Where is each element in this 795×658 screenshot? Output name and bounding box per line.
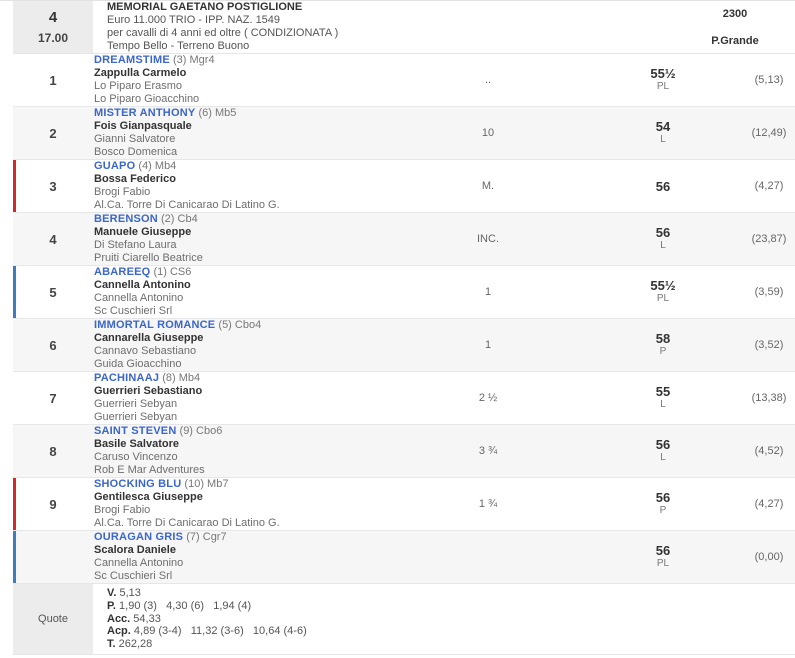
finish-position bbox=[13, 531, 93, 583]
horse-number-coat: (5) Cbo4 bbox=[218, 319, 262, 331]
race-number: 4 bbox=[48, 8, 58, 26]
row-marker-bar bbox=[13, 266, 16, 318]
weight-cell bbox=[583, 213, 743, 265]
odds-value: (4,27) bbox=[754, 180, 784, 192]
finish-position: 2 bbox=[49, 125, 57, 141]
margin-value: 1 bbox=[484, 286, 492, 298]
horse-number-coat: (9) Cbo6 bbox=[179, 425, 223, 437]
weight-value: 58 bbox=[655, 331, 671, 346]
weight-cell bbox=[583, 54, 743, 106]
horse-number-coat: (6) Mb5 bbox=[198, 107, 237, 119]
horse-line bbox=[94, 160, 393, 173]
race-track-name: P.Grande bbox=[711, 35, 759, 47]
runners-list bbox=[13, 54, 795, 584]
horse-name-link[interactable]: SHOCKING BLU bbox=[94, 478, 182, 490]
quote-lines bbox=[93, 584, 795, 654]
owner-name: Sc Cuschieri Srl bbox=[94, 570, 173, 582]
jockey-name: Basile Salvatore bbox=[94, 438, 179, 450]
weight-cell bbox=[583, 425, 743, 477]
horse-number-coat: (1) CS6 bbox=[153, 266, 192, 278]
runner-row bbox=[13, 478, 795, 531]
race-time: 17.00 bbox=[37, 31, 69, 46]
finish-position: 1 bbox=[49, 72, 57, 88]
runner-row bbox=[13, 107, 795, 160]
row-marker-bar bbox=[13, 54, 16, 106]
finish-position: 9 bbox=[49, 496, 57, 512]
owner-name: Bosco Domenica bbox=[94, 146, 178, 158]
runner-info bbox=[93, 425, 393, 477]
finish-position: 8 bbox=[49, 443, 57, 459]
weight-code: L bbox=[660, 399, 666, 410]
finish-position: 3 bbox=[49, 178, 57, 194]
horse-name-link[interactable]: DREAMSTIME bbox=[94, 54, 170, 66]
horse-number-coat: (3) Mgr4 bbox=[173, 54, 215, 66]
odds-value: (12,49) bbox=[751, 127, 787, 139]
horse-name-link[interactable]: SAINT STEVEN bbox=[94, 425, 177, 437]
owner-name: Guida Gioacchino bbox=[94, 358, 182, 370]
runner-info bbox=[93, 319, 393, 371]
horse-number-coat: (7) Cgr7 bbox=[186, 531, 227, 543]
horse-line bbox=[94, 266, 393, 279]
weight-code: L bbox=[660, 134, 666, 145]
runner-info bbox=[93, 54, 393, 106]
margin-value: M. bbox=[481, 180, 495, 192]
odds-value: (13,38) bbox=[751, 392, 787, 404]
quote-label-box: Quote bbox=[13, 584, 93, 654]
weight-value: 56 bbox=[655, 543, 671, 558]
jockey-name: Gentilesca Giuseppe bbox=[94, 491, 203, 503]
weight-code: PL bbox=[656, 558, 670, 569]
odds-value: (23,87) bbox=[751, 233, 787, 245]
weight-cell bbox=[583, 160, 743, 212]
weight-value: 55½ bbox=[650, 278, 676, 293]
horse-name-link[interactable]: IMMORTAL ROMANCE bbox=[94, 319, 216, 331]
trainer-name: Cannavo Sebastiano bbox=[94, 345, 197, 357]
runner-row bbox=[13, 266, 795, 319]
quote-line-place: P. 1,90 (3) 4,30 (6) 1,94 (4) bbox=[107, 599, 252, 612]
row-marker-bar bbox=[13, 107, 16, 159]
race-prize-line: Euro 11.000 TRIO - IPP. NAZ. 1549 bbox=[107, 14, 281, 26]
finish-position: 5 bbox=[49, 284, 57, 300]
horse-line bbox=[94, 531, 393, 544]
owner-name: Sc Cuschieri Srl bbox=[94, 305, 173, 317]
quote-line-acp: Acp. 4,89 (3-4) 11,32 (3-6) 10,64 (4-6) bbox=[107, 625, 307, 638]
margin-value: 1 ¾ bbox=[478, 498, 498, 510]
row-marker-bar bbox=[13, 319, 16, 371]
horse-line bbox=[94, 319, 393, 332]
jockey-name: Scalora Daniele bbox=[94, 544, 176, 556]
horse-name-link[interactable]: PACHINAAJ bbox=[94, 372, 160, 384]
weight-cell bbox=[583, 319, 743, 371]
row-marker-bar bbox=[13, 531, 16, 583]
jockey-name: Zappulla Carmelo bbox=[94, 67, 187, 79]
runner-row bbox=[13, 372, 795, 425]
horse-number-coat: (10) Mb7 bbox=[184, 478, 229, 490]
horse-line bbox=[94, 213, 393, 226]
weight-code: P bbox=[659, 346, 667, 357]
runner-row bbox=[13, 319, 795, 372]
margin-value: 10 bbox=[481, 127, 495, 139]
horse-number-coat: (2) Cb4 bbox=[161, 213, 198, 225]
weight-value: 56 bbox=[655, 178, 671, 194]
horse-number-coat: (4) Mb4 bbox=[138, 160, 177, 172]
horse-line bbox=[94, 107, 393, 120]
runner-row bbox=[13, 213, 795, 266]
race-number-column bbox=[13, 1, 93, 53]
race-conditions-line: per cavalli di 4 anni ed oltre ( CONDIZIONATA ) bbox=[107, 27, 339, 39]
runner-info bbox=[93, 478, 393, 530]
weight-code: PL bbox=[656, 81, 670, 92]
trainer-name: Guerrieri Sebyan bbox=[94, 398, 178, 410]
finish-position: 6 bbox=[49, 337, 57, 353]
trainer-name: Brogi Fabio bbox=[94, 186, 151, 198]
runner-row bbox=[13, 531, 795, 584]
weight-cell bbox=[583, 478, 743, 530]
horse-name-link[interactable]: MISTER ANTHONY bbox=[94, 107, 196, 119]
margin-value: 1 bbox=[484, 339, 492, 351]
horse-name-link[interactable]: OURAGAN GRIS bbox=[94, 531, 184, 543]
trainer-name: Di Stefano Laura bbox=[94, 239, 177, 251]
margin-value bbox=[393, 531, 583, 583]
finish-position: 7 bbox=[49, 390, 57, 406]
margin-value: INC. bbox=[477, 233, 499, 245]
weight-code: L bbox=[660, 240, 666, 251]
quote-line-trio: T. 262,28 bbox=[107, 638, 153, 651]
runner-info bbox=[93, 160, 393, 212]
weight-value: 56 bbox=[655, 490, 671, 505]
horse-line bbox=[94, 54, 393, 67]
margin-value: 2 ½ bbox=[478, 392, 498, 404]
row-marker-bar bbox=[13, 478, 16, 530]
race-distance: 2300 bbox=[722, 8, 748, 20]
odds-value: (4,27) bbox=[754, 498, 784, 510]
odds-value: (3,52) bbox=[754, 339, 784, 351]
jockey-name: Guerrieri Sebastiano bbox=[94, 385, 203, 397]
horse-name-link[interactable]: ABAREEQ bbox=[94, 266, 151, 278]
trainer-name: Lo Piparo Erasmo bbox=[94, 80, 183, 92]
race-title: MEMORIAL GAETANO POSTIGLIONE bbox=[107, 1, 303, 13]
runner-row bbox=[13, 160, 795, 213]
horse-name-link[interactable]: BERENSON bbox=[94, 213, 158, 225]
runner-row bbox=[13, 425, 795, 478]
race-weather-line: Tempo Bello - Terreno Buono bbox=[107, 40, 250, 52]
margin-value: 3 ¾ bbox=[478, 445, 498, 457]
quote-section bbox=[13, 584, 795, 655]
weight-code: L bbox=[660, 452, 666, 463]
horse-line bbox=[94, 372, 393, 385]
owner-name: Pruiti Ciarello Beatrice bbox=[94, 252, 203, 264]
row-marker-bar bbox=[13, 160, 16, 212]
owner-name: Rob E Mar Adventures bbox=[94, 464, 205, 476]
runner-info bbox=[93, 213, 393, 265]
trainer-name: Cannella Antonino bbox=[94, 557, 184, 569]
odds-value: (5,13) bbox=[754, 74, 784, 86]
runner-info bbox=[93, 531, 393, 583]
weight-code: PL bbox=[656, 293, 670, 304]
owner-name: Guerrieri Sebyan bbox=[94, 411, 178, 423]
margin-value: .. bbox=[484, 74, 492, 86]
horse-name-link[interactable]: GUAPO bbox=[94, 160, 136, 172]
jockey-name: Manuele Giuseppe bbox=[94, 226, 192, 238]
owner-name: Al.Ca. Torre Di Canicarao Di Latino G. bbox=[94, 199, 280, 211]
row-marker-bar bbox=[13, 372, 16, 424]
odds-value: (0,00) bbox=[754, 551, 784, 563]
trainer-name: Gianni Salvatore bbox=[94, 133, 176, 145]
horse-line bbox=[94, 425, 393, 438]
trainer-name: Cannella Antonino bbox=[94, 292, 184, 304]
weight-value: 55 bbox=[655, 384, 671, 399]
runner-info bbox=[93, 107, 393, 159]
jockey-name: Bossa Federico bbox=[94, 173, 176, 185]
runner-row bbox=[13, 54, 795, 107]
weight-cell bbox=[583, 107, 743, 159]
horse-number-coat: (8) Mb4 bbox=[162, 372, 201, 384]
odds-value: (3,59) bbox=[754, 286, 784, 298]
runner-info bbox=[93, 372, 393, 424]
finish-position: 4 bbox=[49, 231, 57, 247]
jockey-name: Fois Gianpasquale bbox=[94, 120, 192, 132]
trainer-name: Brogi Fabio bbox=[94, 504, 151, 516]
trainer-name: Caruso Vincenzo bbox=[94, 451, 178, 463]
runner-info bbox=[93, 266, 393, 318]
race-info bbox=[93, 1, 675, 53]
quote-line-win: V. 5,13 bbox=[107, 587, 141, 599]
odds-value: (4,52) bbox=[754, 445, 784, 457]
row-marker-bar bbox=[13, 425, 16, 477]
weight-value: 55½ bbox=[650, 66, 676, 81]
weight-value: 56 bbox=[655, 225, 671, 240]
owner-name: Al.Ca. Torre Di Canicarao Di Latino G. bbox=[94, 517, 280, 529]
horse-line bbox=[94, 478, 393, 491]
race-number-box bbox=[13, 1, 93, 53]
weight-value: 56 bbox=[655, 437, 671, 452]
row-marker-bar bbox=[13, 213, 16, 265]
weight-code: P bbox=[659, 505, 667, 516]
race-distance-track bbox=[675, 1, 795, 53]
quote-line-acc: Acc. 54,33 bbox=[107, 612, 161, 625]
weight-value: 54 bbox=[655, 119, 671, 134]
jockey-name: Cannarella Giuseppe bbox=[94, 332, 204, 344]
weight-cell bbox=[583, 266, 743, 318]
owner-name: Lo Piparo Gioacchino bbox=[94, 93, 200, 105]
weight-cell bbox=[583, 531, 743, 583]
jockey-name: Cannella Antonino bbox=[94, 279, 191, 291]
race-header bbox=[13, 1, 795, 54]
weight-cell bbox=[583, 372, 743, 424]
